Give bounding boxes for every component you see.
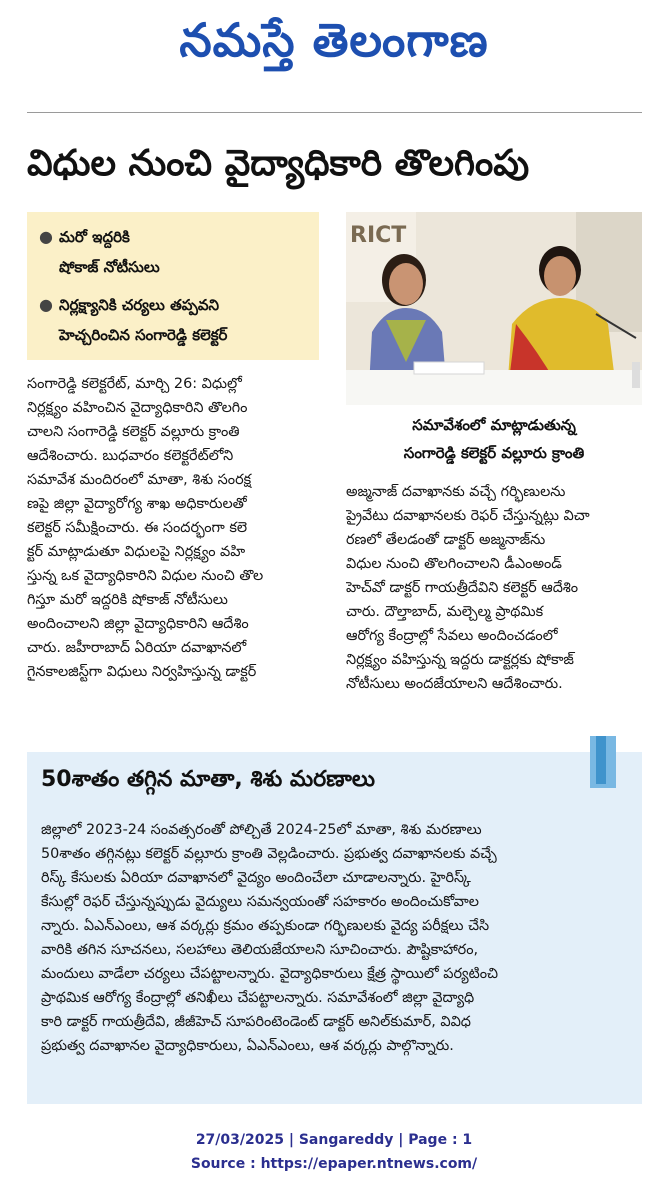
photo-meeting-icon (346, 212, 642, 405)
article-line: సమావేశ మందిరంలో మాతా, శిశు సంరక్ష (27, 472, 252, 488)
article-line: సంగారెడ్డి కలెక్టరేట్, మార్చి 26: విధుల్లో (27, 376, 242, 392)
subsection-line: 50శాతం తగ్గినట్లు కలెక్టర్ వల్లూరు క్రాంతి వెల్లడించారు. ప్రభుత్వ దవాఖానలకు వచ్చే (41, 846, 497, 862)
newspaper-logo-text: నమస్తే తెలంగాణ (179, 13, 489, 67)
article-line: విధుల నుంచి తొలగించాలని డీఎంఅండ్ (346, 556, 562, 572)
article-line: చారు. దౌల్తాబాద్, మల్చెల్మ ప్రాథమిక (346, 604, 544, 620)
article-photo (346, 212, 642, 405)
caption-line: సంగారెడ్డి కలెక్టర్ వల్లూరు క్రాంతి (403, 444, 585, 462)
article-headline: విధుల నుంచి వైద్యాధికారి తొలగింపు (27, 143, 530, 184)
article-line: ప్రైవేటు దవాఖానలకు రెఫర్ చేస్తున్నట్లు విచా (346, 508, 590, 524)
article-line: గిస్తూ మరో ఇద్దరికి షోకాజ్ నోటీసులు (27, 592, 228, 608)
article-line: ణపై జిల్లా వైద్యారోగ్య శాఖ అధికారులతో (27, 496, 247, 512)
article-column-left (27, 372, 319, 684)
article-line: గైనకాలజిస్ట్‌గా విధులు నిర్వహిస్తున్న డాక్టర్ (27, 664, 257, 680)
article-line: కలెక్టర్ సమీక్షించారు. ఈ సందర్భంగా కలె (27, 520, 248, 536)
bullet-icon: ● (39, 295, 53, 314)
article-line: క్టర్ మాట్లాడుతూ విధులపై నిర్లక్ష్యం వహి (27, 544, 246, 560)
article-line: చారు. జహీరాబాద్ ఏరియా దవాఖానలో (27, 640, 247, 656)
article-line: నిర్లక్ష్యం వహిస్తున్న ఇద్దరు డాక్టర్లకు షోకాజ్ (346, 652, 574, 668)
highlights-box (27, 212, 319, 360)
highlight-item (39, 222, 307, 282)
subsection-body (41, 818, 631, 1058)
footer-source-line: Source : https://epaper.ntnews.com/ (190, 1156, 478, 1172)
article-line: రణలో తేలడంతో డాక్టర్ అజ్మనాజ్‌ను (346, 532, 546, 548)
subsection-line: ప్రాథమిక ఆరోగ్య కేంద్రాల్లో తనిఖీలు చేపట్టాలన్నారు. సమావేశంలో జిల్లా వైద్యాధి (41, 990, 475, 1006)
article-line: నోటీసులు అందజేయాలని ఆదేశించారు. (346, 676, 563, 692)
bullet-icon: ● (39, 227, 53, 246)
highlight-line: నిర్లక్ష్యానికి చర్యలు తప్పవని (59, 296, 220, 314)
highlight-line: షోకాజ్ నోటీసులు (59, 258, 160, 276)
section-marker-accent (596, 736, 606, 784)
article-line: అందించాలని జిల్లా వైద్యాధికారిని ఆదేశిం (27, 616, 249, 632)
article-line: ఆరోగ్య కేంద్రాల్లో సేవలు అందించడంలో (346, 628, 558, 644)
highlight-line: మరో ఇద్దరికి (59, 228, 130, 246)
article-line: ఆదేశించారు. బుధవారం కలెక్టరేట్‌లోని (27, 448, 234, 464)
subsection-line: వారికి తగిన సూచనలు, సలహాలు తెలియజేయాలని సూచించారు. పౌష్టికాహారం, (41, 942, 479, 958)
subsection-line: రిస్క్ కేసులకు ఏరియా దవాఖానలో వైద్యం అందించేలా చూడాలన్నారు. హైరిస్క్ (41, 870, 471, 886)
backdrop-banner-text: RICT (350, 223, 407, 248)
subsection-line: జిల్లాలో 2023-24 సంవత్సరంతో పోల్చితే 2024-25లో మాతా, శిశు మరణాలు (41, 822, 482, 838)
subsection-heading: 50శాతం తగ్గిన మాతా, శిశు మరణాలు (41, 767, 376, 792)
article-line: అజ్మనాజ్ దవాఖానకు వచ్చే గర్భిణులను (346, 484, 566, 500)
photo-caption (346, 408, 642, 468)
article-line: చాలని సంగారెడ్డి కలెక్టర్ వల్లూరు క్రాంతి (27, 424, 240, 440)
subsection-line: న్నారు. ఏఎన్ఎంలు, ఆశ వర్కర్లు క్రమం తప్పకుండా గర్భిణులకు వైద్య పరీక్షలు చేసి (41, 918, 490, 934)
article-line: నిర్లక్ష్యం వహించిన వైద్యాధికారిని తొలగిం (27, 400, 248, 416)
subsection-line: కేసుల్లో రెఫర్ చేస్తున్నప్పుడు వైద్యులు సమన్వయంతో సహకారం అందించుకోవాల (41, 894, 479, 910)
highlight-item (39, 290, 307, 350)
article-column-right (346, 480, 642, 696)
highlight-line: హెచ్చరించిన సంగారెడ్డి కలెక్టర్ (59, 326, 228, 344)
caption-line: సమావేశంలో మాట్లాడుతున్న (412, 416, 576, 434)
masthead (0, 0, 668, 92)
subsection-line: మందులు వాడేలా చర్యలు చేపట్టాలన్నారు. వైద్యాధికారులు క్షేత్ర స్థాయిలో పర్యటించి (41, 966, 499, 982)
article-line: హెచ్‌వో డాక్టర్ గాయత్రీదేవిని కలెక్టర్ ఆదేశిం (346, 580, 579, 596)
footer-date-line: 27/03/2025 | Sangareddy | Page : 1 (195, 1132, 473, 1148)
subsection-line: కారి డాక్టర్ గాయత్రీదేవి, జీజీహెచ్ సూపరింటెండెంట్ డాక్టర్ అనిల్‌కుమార్, వివిధ (41, 1014, 471, 1030)
article-line: స్తున్న ఒక వైద్యాధికారిని విధుల నుంచి తొల (27, 568, 264, 584)
page-footer (0, 1128, 668, 1176)
subsection-line: ప్రభుత్వ దవాఖానల వైద్యాధికారులు, ఏఎన్ఎంలు, ఆశ వర్కర్లు పాల్గొన్నారు. (41, 1038, 454, 1054)
masthead-divider (27, 112, 642, 113)
